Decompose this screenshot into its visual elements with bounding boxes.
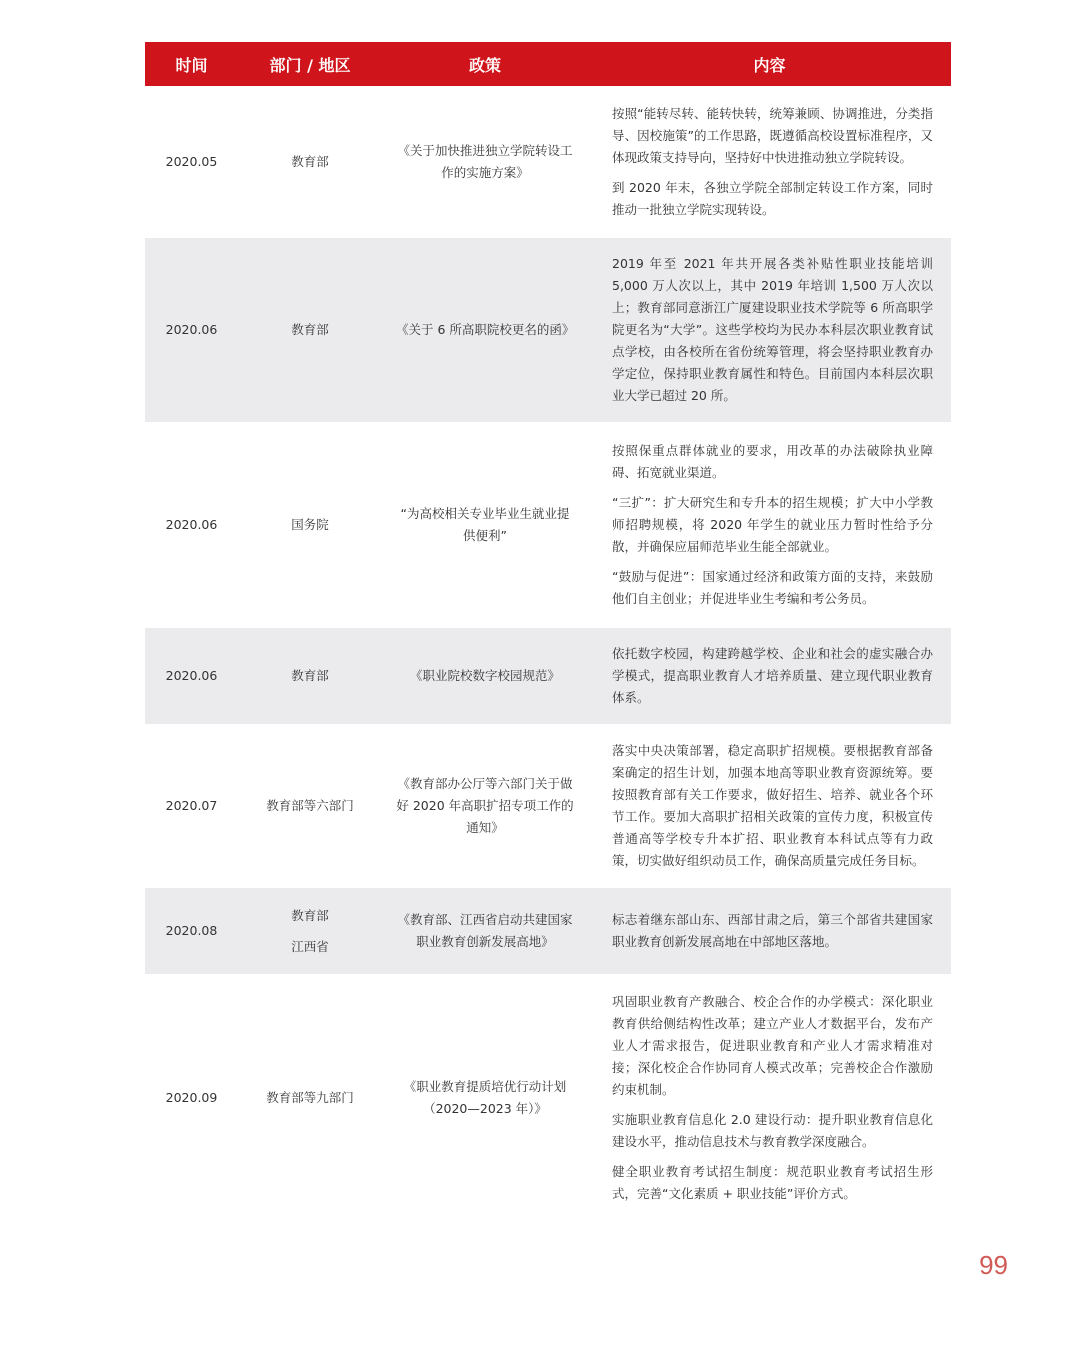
policy-table [145,42,951,1222]
cell-dept [238,905,382,958]
cell-time: 2020.06 [165,668,218,683]
content-paragraph: 按照“能转尽转、能转快转，统筹兼顾、协调推进，分类指导、因校施策”的工作思路，既遵循高校设置标准程序，又体现政策支持导向，坚持好中快进推动独立学院转设。 [612,106,933,165]
cell-policy: “为高校相关专业毕业生就业提供便利” [400,506,570,543]
content-paragraph: 巩固职业教育产教融合、校企合作的办学模式：深化职业教育供给侧结构性改革；建立产业人才数据平台，发布产业人才需求报告，促进职业教育和产业人才需求精准对接；深化校企合作协同育人模式改革；完善校企合作激励约束机制。 [612,994,933,1097]
cell-policy: 《教育部、江西省启动共建国家职业教育创新发展高地》 [397,912,573,949]
dept-name: 江西省 [291,938,329,954]
dept-name: 教育部等六部门 [266,798,354,813]
cell-time: 2020.06 [165,517,218,532]
cell-content [588,253,951,407]
cell-policy: 《职业院校数字校园规范》 [409,668,560,683]
content-paragraph: 依托数字校园，构建跨越学校、企业和社会的虚实融合办学模式，提高职业教育人才培养质量、建立现代职业教育体系。 [612,646,933,705]
cell-content [588,909,951,953]
header-content: 内容 [753,55,786,75]
dept-name: 教育部 [291,668,329,683]
content-paragraph: 到 2020 年末，各独立学院全部制定转设工作方案，同时推动一批独立学院实现转设。 [612,180,933,217]
cell-time: 2020.08 [165,923,218,938]
content-paragraph: “三扩”：扩大研究生和专升本的招生规模；扩大中小学教师招聘规模，将 2020 年学生的就业压力暂时性给予分散，并确保应届师范毕业生能全部就业。 [612,495,933,554]
cell-content [588,740,951,872]
cell-content [588,643,951,709]
content-paragraph: 健全职业教育考试招生制度：规范职业教育考试招生形式，完善“文化素质 + 职业技能”评价方式。 [612,1164,933,1201]
cell-dept [238,1087,382,1109]
table-row [145,724,951,888]
cell-policy: 《教育部办公厅等六部门关于做好 2020 年高职扩招专项工作的通知》 [396,776,574,835]
header-policy: 政策 [468,55,501,75]
dept-name: 国务院 [291,517,329,532]
table-row [145,628,951,724]
table-row [145,974,951,1222]
table-row [145,888,951,974]
cell-dept [238,795,382,817]
cell-content [588,991,951,1205]
cell-dept [238,151,382,173]
dept-name: 教育部等九部门 [266,1090,354,1105]
table-row [145,422,951,628]
cell-content [588,103,951,221]
content-paragraph: 落实中央决策部署，稳定高职扩招规模。要根据教育部备案确定的招生计划，加强本地高等职业教育资源统筹。要按照教育部有关工作要求，做好招生、培养、就业各个环节工作。要加大高职扩招相关政策的宣传力度，积极宣传普通高等学校专升本扩招、职业教育本科试点等有力政策，切实做好组织动员工作，确保高质量完成任务目标。 [612,743,933,868]
content-paragraph: 标志着继东部山东、西部甘肃之后，第三个部省共建国家职业教育创新发展高地在中部地区落地。 [612,912,933,949]
cell-time: 2020.05 [165,154,218,169]
cell-time: 2020.07 [165,798,218,813]
cell-policy: 《关于 6 所高职院校更名的函》 [396,322,575,337]
table-row [145,238,951,422]
cell-policy: 《关于加快推进独立学院转设工作的实施方案》 [397,143,573,180]
cell-dept [238,514,382,536]
table-header [145,42,951,86]
content-paragraph: 实施职业教育信息化 2.0 建设行动：提升职业教育信息化建设水平，推动信息技术与教育教学深度融合。 [612,1112,933,1149]
cell-content [588,440,951,610]
table-body [145,86,951,1222]
content-paragraph: 2019 年至 2021 年共开展各类补贴性职业技能培训 5,000 万人次以上，其中 2019 年培训 1,500 万人次以上；教育部同意浙江广厦建设职业技术学院等 6 所高职学院更名为“大学”。这些学校均为民办本科层次职业教育试点学校，由各校所在省份统筹管理，将会坚持职业教育办学定位，保持职业教育属性和特色。目前国内本科层次职业大学已超过 20 所。 [612,256,933,403]
dept-name: 教育部 [291,322,329,337]
dept-name: 教育部 [291,154,329,169]
cell-time: 2020.06 [165,322,218,337]
cell-dept [238,319,382,341]
table-row [145,86,951,238]
dept-name: 教育部 [291,907,329,923]
cell-dept [238,665,382,687]
page-number: 99 [979,1250,1008,1280]
cell-policy: 《职业教育提质培优行动计划（2020—2023 年）》 [403,1079,567,1116]
content-paragraph: 按照保重点群体就业的要求，用改革的办法破除执业障碍、拓宽就业渠道。 [612,443,933,480]
header-time: 时间 [175,55,208,75]
header-dept: 部门 / 地区 [269,55,351,75]
cell-time: 2020.09 [165,1090,218,1105]
content-paragraph: “鼓励与促进”：国家通过经济和政策方面的支持，来鼓励他们自主创业；并促进毕业生考编和考公务员。 [612,569,933,606]
